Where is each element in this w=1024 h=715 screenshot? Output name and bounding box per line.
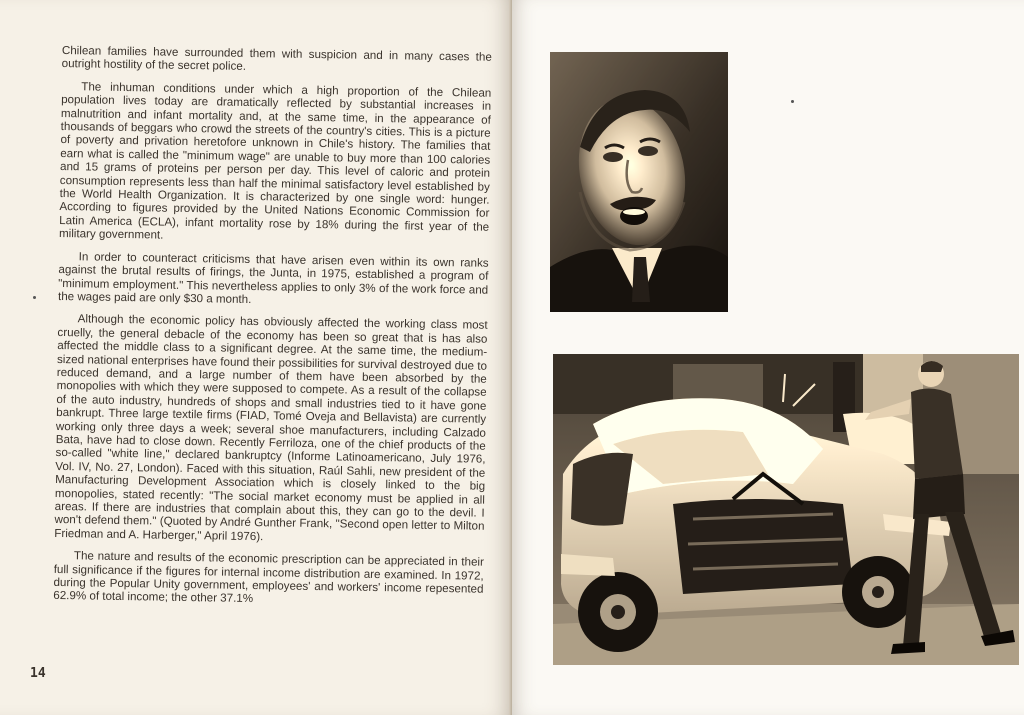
body-text — [53, 44, 492, 619]
portrait-photo — [550, 52, 728, 312]
ink-speck — [791, 100, 794, 103]
paragraph: The inhuman conditions under which a high proportion of the Chilean population lives today are dramatically reflected by substantial increases in malnutrition and infant mortality and, at the same time, in the appearance of thousands of beggars who crowd the streets of the country's cities. This is a picture of poverty and privation heretofore unknown in Chile's history. The families that earn what is called the "minimum wage" are unable to buy more than 100 calories and 15 grams of proteins per person per day. This level of caloric and protein consumption represents less than half the minimal satisfactory level established by the World Health Organization. It is characterized by one single word: hunger. According to figures provided by the United Nations Economic Commission for Latin America (ECLA), infant mortality rose by 18% during the first year of the military government. — [58, 80, 492, 242]
page-number: 14 — [30, 666, 46, 681]
wrecked-car-photo — [553, 354, 1019, 665]
paragraph: Although the economic policy has obviously affected the working class most cruelly, the general debacle of the economy has been so great that is has also affected the middle class to a significant degree. At the same time, the medium-sized national enterprises have found their possibilities for survival destroyed due to reduced demand, and a large number of them have been absorbed by the monopolies with which they were supposed to compete. As a result of the collapse of the auto industry, hundreds of shops and small industries tied to it have gone bankrupt. Three large textile firms (FIAD, Tomé Oveja and Bellavista) are currently working only three days a week; several shoe manufacturers, including Calzado Bata, have had to close down. Recently Ferriloza, one of the chief products of the so-called "white line," declared bankruptcy (Informe Latinoamericano, July 1976, Vol. IV, No. 27, London). Faced with this situation, Raúl Sahli, new president of the Manufacturing Development Association which is closely linked to the big monopolies, stated recently: "The social market economy must be applied in all areas. If there are industries that complain about this, they can go to the devil. I won't defend them." (Quoted by André Gunther Frank, "Second open letter to Milton Friedman and A. Harberger," April 1976). — [54, 312, 488, 544]
paragraph: The nature and results of the economic prescription can be appreciated in their full significance if the figures for internal income distribution are examined. In 1972, during the Popular Unity government, employees' and workers' income repesented 62.9% of total income; the other 37.1% — [53, 549, 485, 606]
ink-speck — [33, 296, 36, 299]
paragraph: Chilean families have surrounded them with suspicion and in many cases the outright hostility of the secret police. — [61, 44, 492, 74]
paragraph: In order to counteract criticisms that have arisen even within its own ranks against the brutal results of firings, the Junta, in 1975, established a program of "minimum employment." This nevertheless applies to only 3% of the work force and the wages paid are only $30 a month. — [57, 249, 489, 306]
